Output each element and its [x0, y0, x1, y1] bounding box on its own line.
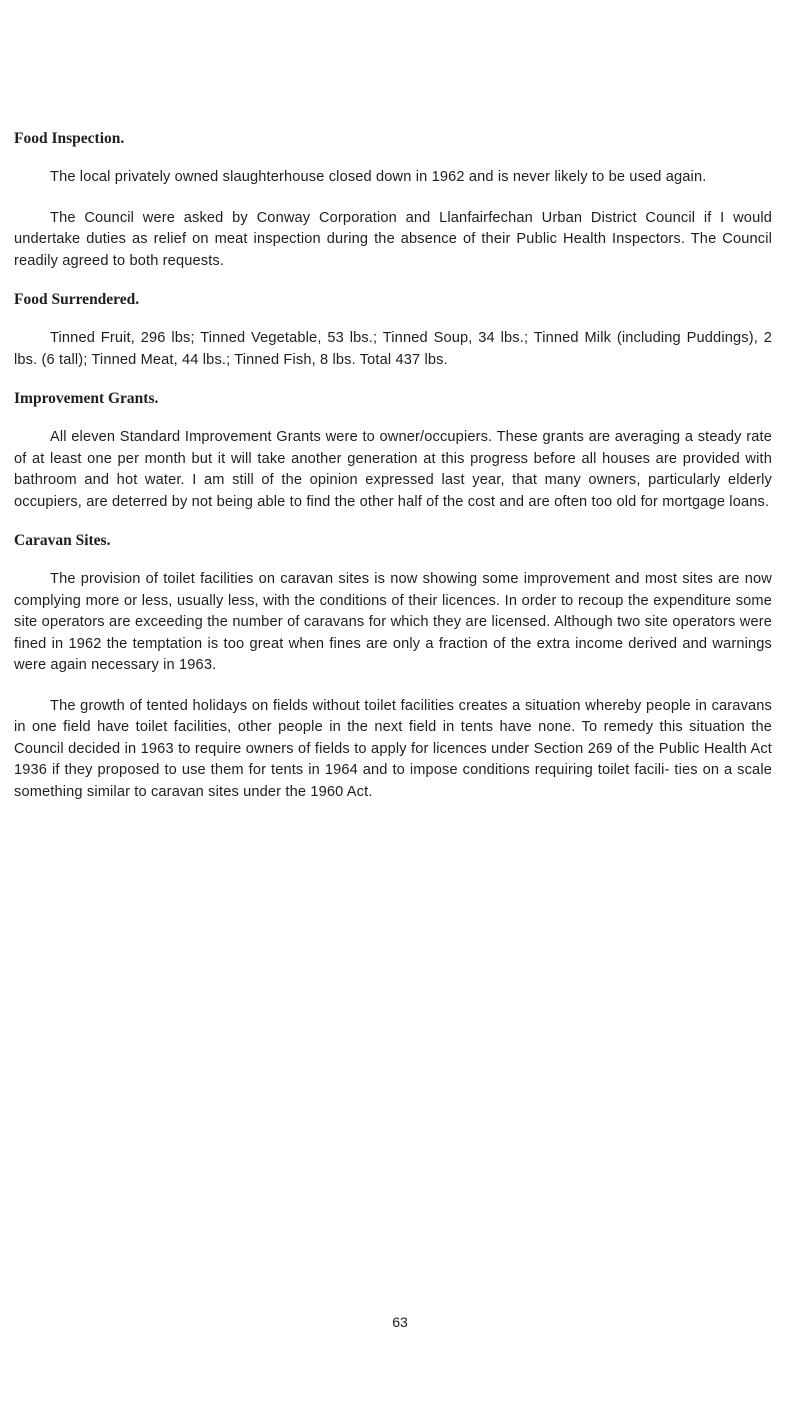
- section-heading: Caravan Sites.: [14, 532, 111, 549]
- paragraph: All eleven Standard Improvement Grants were to owner/occupiers. These grants are averaging a steady rate of at least one per month but it will take another generation at this progress before all houses are provided with bathroom and hot water. I am still of the opinion expressed last year, that many owners, particularly elderly occupiers, are deterred by not being able to find the other half of the cost and are often too old for mortgage loans.: [14, 429, 772, 510]
- document-body: [14, 130, 772, 822]
- section-food-inspection: [14, 130, 772, 272]
- paragraph: The Council were asked by Conway Corporation and Llanfairfechan Urban District Council if I would undertake duties as relief on meat inspection during the absence of their Public Health Inspectors. The Council readily agreed to both requests.: [14, 209, 772, 269]
- section-heading: Improvement Grants.: [14, 390, 159, 407]
- section-caravan-sites: [14, 532, 772, 803]
- paragraph: Tinned Fruit, 296 lbs; Tinned Vegetable, 53 lbs.; Tinned Soup, 34 lbs.; Tinned Milk (including Puddings), 2 lbs. (6 tall); Tinned Meat, 44 lbs.; Tinned Fish, 8 lbs. Total 437 lbs.: [14, 330, 772, 368]
- paragraph: The provision of toilet facilities on caravan sites is now showing some improvement and most sites are now complying more or less, usually less, with the conditions of their licences. In order to recoup the expenditure some site operators are exceeding the number of caravans for which they are licensed. Although two site operators were fined in 1962 the temptation is too great when fines are only a fraction of the extra income derived and warnings were again necessary in 1963.: [14, 571, 772, 673]
- page-number: 63: [392, 1314, 408, 1330]
- paragraph: The local privately owned slaughterhouse closed down in 1962 and is never likely to be used again.: [50, 169, 707, 185]
- section-improvement-grants: [14, 390, 772, 513]
- section-heading: Food Surrendered.: [14, 291, 140, 308]
- section-heading: Food Inspection.: [14, 130, 125, 147]
- paragraph: The growth of tented holidays on fields without toilet facilities creates a situation whereby people in caravans in one field have toilet facilities, other people in the next field in tents have none. To remedy this situation the Council decided in 1963 to require owners of fields to apply for licences under Section 269 of the Public Health Act 1936 if they proposed to use them for tents in 1964 and to impose conditions requiring toilet facili- ties on a scale something similar to caravan sites under the 1960 Act.: [14, 697, 772, 800]
- section-food-surrendered: [14, 291, 772, 371]
